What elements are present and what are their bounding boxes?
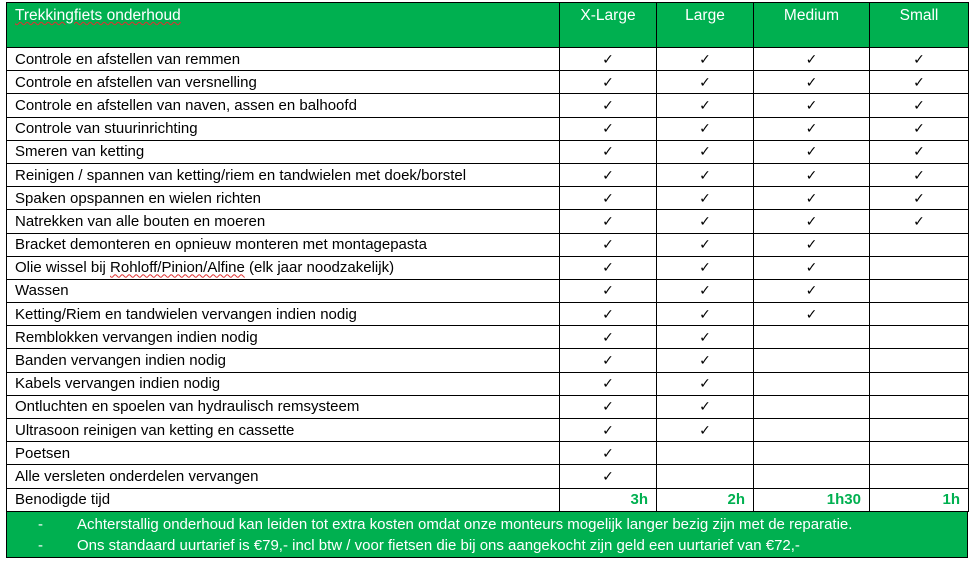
note-text: Ons standaard uurtarief is €79,- incl btw / voor fietsen die bij ons aangekocht zijn geld een uurtarief van €72,-	[77, 536, 800, 554]
check-large	[657, 94, 754, 117]
task-row	[7, 349, 969, 372]
check-medium	[754, 303, 870, 326]
checkmark-icon: ✓	[602, 166, 614, 183]
checkmark-icon: ✓	[602, 282, 614, 299]
task-list	[7, 48, 969, 512]
check-xlarge	[560, 210, 657, 233]
task-row	[7, 372, 969, 395]
check-medium	[754, 233, 870, 256]
check-medium-empty	[754, 326, 870, 349]
checkmark-icon: ✓	[913, 189, 925, 206]
task-row	[7, 465, 969, 488]
task-label: Kabels vervangen indien nodig	[7, 372, 560, 395]
checkmark-icon: ✓	[805, 143, 818, 160]
checkmark-icon: ✓	[805, 282, 818, 299]
check-large	[657, 210, 754, 233]
task-label: Remblokken vervangen indien nodig	[7, 326, 560, 349]
checkmark-icon: ✓	[699, 236, 711, 253]
checkmark-icon: ✓	[602, 444, 614, 461]
checkmark-icon: ✓	[699, 398, 711, 415]
checkmark-icon: ✓	[699, 50, 711, 67]
check-medium	[754, 140, 870, 163]
check-xlarge	[560, 349, 657, 372]
checkmark-icon: ✓	[602, 328, 614, 345]
task-row	[7, 303, 969, 326]
checkmark-icon: ✓	[805, 50, 818, 67]
check-medium-empty	[754, 349, 870, 372]
task-row	[7, 210, 969, 233]
check-large	[657, 48, 754, 71]
header-size-small: Small	[870, 3, 969, 48]
checkmark-icon: ✓	[805, 189, 818, 206]
checkmark-icon: ✓	[602, 96, 614, 113]
check-medium	[754, 48, 870, 71]
checkmark-icon: ✓	[699, 143, 711, 160]
check-xlarge	[560, 71, 657, 94]
check-large	[657, 303, 754, 326]
check-large	[657, 395, 754, 418]
check-small	[870, 48, 969, 71]
check-small	[870, 94, 969, 117]
check-small	[870, 117, 969, 140]
checkmark-icon: ✓	[699, 259, 711, 276]
task-row	[7, 279, 969, 302]
checkmark-icon: ✓	[602, 143, 614, 160]
task-row	[7, 419, 969, 442]
checkmark-icon: ✓	[805, 212, 818, 229]
check-large	[657, 163, 754, 186]
check-medium	[754, 256, 870, 279]
check-large-empty	[657, 442, 754, 465]
maintenance-table-wrapper	[6, 2, 968, 558]
check-medium	[754, 117, 870, 140]
check-small-empty	[870, 303, 969, 326]
check-xlarge	[560, 256, 657, 279]
task-row	[7, 94, 969, 117]
checkmark-icon: ✓	[602, 398, 614, 415]
checkmark-icon: ✓	[602, 50, 614, 67]
task-label: Spaken opspannen en wielen richten	[7, 187, 560, 210]
checkmark-icon: ✓	[699, 328, 711, 345]
checkmark-icon: ✓	[699, 120, 711, 137]
check-large	[657, 187, 754, 210]
header-size-medium: Medium	[754, 3, 870, 48]
check-large	[657, 419, 754, 442]
header-size-xlarge: X-Large	[560, 3, 657, 48]
check-small-empty	[870, 442, 969, 465]
task-label: Reinigen / spannen van ketting/riem en tandwielen met doek/borstel	[7, 163, 560, 186]
task-label: Banden vervangen indien nodig	[7, 349, 560, 372]
task-label: Smeren van ketting	[7, 140, 560, 163]
checkmark-icon: ✓	[805, 166, 818, 183]
checkmark-icon: ✓	[602, 421, 614, 438]
header-size-large: Large	[657, 3, 754, 48]
task-label: Bracket demonteren en opnieuw monteren met montagepasta	[7, 233, 560, 256]
time-xlarge: 3h	[560, 488, 657, 511]
checkmark-icon: ✓	[913, 96, 925, 113]
task-row	[7, 71, 969, 94]
task-row	[7, 163, 969, 186]
checkmark-icon: ✓	[602, 189, 614, 206]
task-row	[7, 140, 969, 163]
task-row	[7, 117, 969, 140]
task-label: Wassen	[7, 279, 560, 302]
check-large	[657, 279, 754, 302]
task-label: Ultrasoon reinigen van ketting en cassette	[7, 419, 560, 442]
notes-panel	[6, 512, 968, 558]
note-bullet: -	[38, 536, 43, 554]
checkmark-icon: ✓	[913, 73, 925, 90]
check-medium-empty	[754, 442, 870, 465]
checkmark-icon: ✓	[805, 305, 818, 322]
check-small	[870, 187, 969, 210]
check-medium-empty	[754, 395, 870, 418]
check-xlarge	[560, 233, 657, 256]
checkmark-icon: ✓	[602, 236, 614, 253]
task-label: Poetsen	[7, 442, 560, 465]
check-small-empty	[870, 326, 969, 349]
task-label: Controle en afstellen van versnelling	[7, 71, 560, 94]
header-row	[7, 3, 969, 48]
note-item	[7, 514, 967, 535]
check-large	[657, 140, 754, 163]
check-large	[657, 349, 754, 372]
checkmark-icon: ✓	[805, 96, 818, 113]
check-large	[657, 71, 754, 94]
check-large	[657, 372, 754, 395]
time-label: Benodigde tijd	[7, 488, 560, 511]
check-small-empty	[870, 419, 969, 442]
checkmark-icon: ✓	[602, 259, 614, 276]
checkmark-icon: ✓	[699, 73, 711, 90]
checkmark-icon: ✓	[699, 96, 711, 113]
header-task	[7, 3, 560, 48]
note-bullet: -	[38, 515, 43, 533]
check-xlarge	[560, 94, 657, 117]
task-row	[7, 48, 969, 71]
check-small-empty	[870, 349, 969, 372]
checkmark-icon: ✓	[805, 236, 818, 253]
note-text: Achterstallig onderhoud kan leiden tot extra kosten omdat onze monteurs mogelijk langer bezig zijn met de reparatie.	[77, 515, 853, 533]
check-small-empty	[870, 256, 969, 279]
check-small	[870, 210, 969, 233]
checkmark-icon: ✓	[602, 120, 614, 137]
checkmark-icon: ✓	[913, 212, 925, 229]
check-large	[657, 256, 754, 279]
check-medium	[754, 279, 870, 302]
time-medium: 1h30	[754, 488, 870, 511]
time-row	[7, 488, 969, 511]
check-xlarge	[560, 395, 657, 418]
check-xlarge	[560, 279, 657, 302]
checkmark-icon: ✓	[699, 282, 711, 299]
check-small	[870, 140, 969, 163]
checkmark-icon: ✓	[602, 212, 614, 229]
task-label: Ontluchten en spoelen van hydraulisch remsysteem	[7, 395, 560, 418]
checkmark-icon: ✓	[699, 375, 711, 392]
task-row	[7, 442, 969, 465]
time-small: 1h	[870, 488, 969, 511]
check-xlarge	[560, 140, 657, 163]
check-medium-empty	[754, 465, 870, 488]
check-small-empty	[870, 233, 969, 256]
check-small-empty	[870, 465, 969, 488]
check-xlarge	[560, 442, 657, 465]
task-label: Alle versleten onderdelen vervangen	[7, 465, 560, 488]
checkmark-icon: ✓	[602, 467, 614, 484]
check-small-empty	[870, 279, 969, 302]
check-medium-empty	[754, 372, 870, 395]
task-row	[7, 233, 969, 256]
checkmark-icon: ✓	[699, 305, 711, 322]
check-medium	[754, 94, 870, 117]
task-label: Olie wissel bij Rohloff/Pinion/Alfine (elk jaar noodzakelijk)	[7, 256, 560, 279]
checkmark-icon: ✓	[913, 143, 925, 160]
check-medium	[754, 187, 870, 210]
check-xlarge	[560, 419, 657, 442]
note-item	[7, 535, 967, 556]
check-xlarge	[560, 117, 657, 140]
checkmark-icon: ✓	[602, 305, 614, 322]
time-large: 2h	[657, 488, 754, 511]
check-small-empty	[870, 372, 969, 395]
checkmark-icon: ✓	[602, 352, 614, 369]
task-label-brands: Rohloff/Pinion/Alfine	[110, 259, 245, 277]
checkmark-icon: ✓	[602, 73, 614, 90]
check-xlarge	[560, 465, 657, 488]
checkmark-icon: ✓	[805, 73, 818, 90]
task-label: Ketting/Riem en tandwielen vervangen indien nodig	[7, 303, 560, 326]
header-task-label: Trekkingfiets onderhoud	[15, 7, 181, 24]
checkmark-icon: ✓	[699, 189, 711, 206]
checkmark-icon: ✓	[699, 212, 711, 229]
task-label: Natrekken van alle bouten en moeren	[7, 210, 560, 233]
check-xlarge	[560, 372, 657, 395]
check-xlarge	[560, 326, 657, 349]
check-xlarge	[560, 187, 657, 210]
checkmark-icon: ✓	[699, 352, 711, 369]
check-medium	[754, 210, 870, 233]
checkmark-icon: ✓	[699, 421, 711, 438]
maintenance-table	[6, 2, 969, 512]
checkmark-icon: ✓	[913, 166, 925, 183]
check-large	[657, 233, 754, 256]
task-row	[7, 187, 969, 210]
task-label: Controle en afstellen van remmen	[7, 48, 560, 71]
check-xlarge	[560, 303, 657, 326]
task-row	[7, 326, 969, 349]
checkmark-icon: ✓	[805, 120, 818, 137]
check-small	[870, 71, 969, 94]
task-row	[7, 256, 969, 279]
task-label: Controle en afstellen van naven, assen en balhoofd	[7, 94, 560, 117]
checkmark-icon: ✓	[913, 50, 925, 67]
check-large	[657, 326, 754, 349]
check-large-empty	[657, 465, 754, 488]
checkmark-icon: ✓	[913, 120, 925, 137]
check-xlarge	[560, 48, 657, 71]
check-medium-empty	[754, 419, 870, 442]
checkmark-icon: ✓	[699, 166, 711, 183]
check-small-empty	[870, 395, 969, 418]
check-medium	[754, 163, 870, 186]
task-label: Controle van stuurinrichting	[7, 117, 560, 140]
check-small	[870, 163, 969, 186]
checkmark-icon: ✓	[602, 375, 614, 392]
checkmark-icon: ✓	[805, 259, 818, 276]
check-large	[657, 117, 754, 140]
check-medium	[754, 71, 870, 94]
task-row	[7, 395, 969, 418]
check-xlarge	[560, 163, 657, 186]
